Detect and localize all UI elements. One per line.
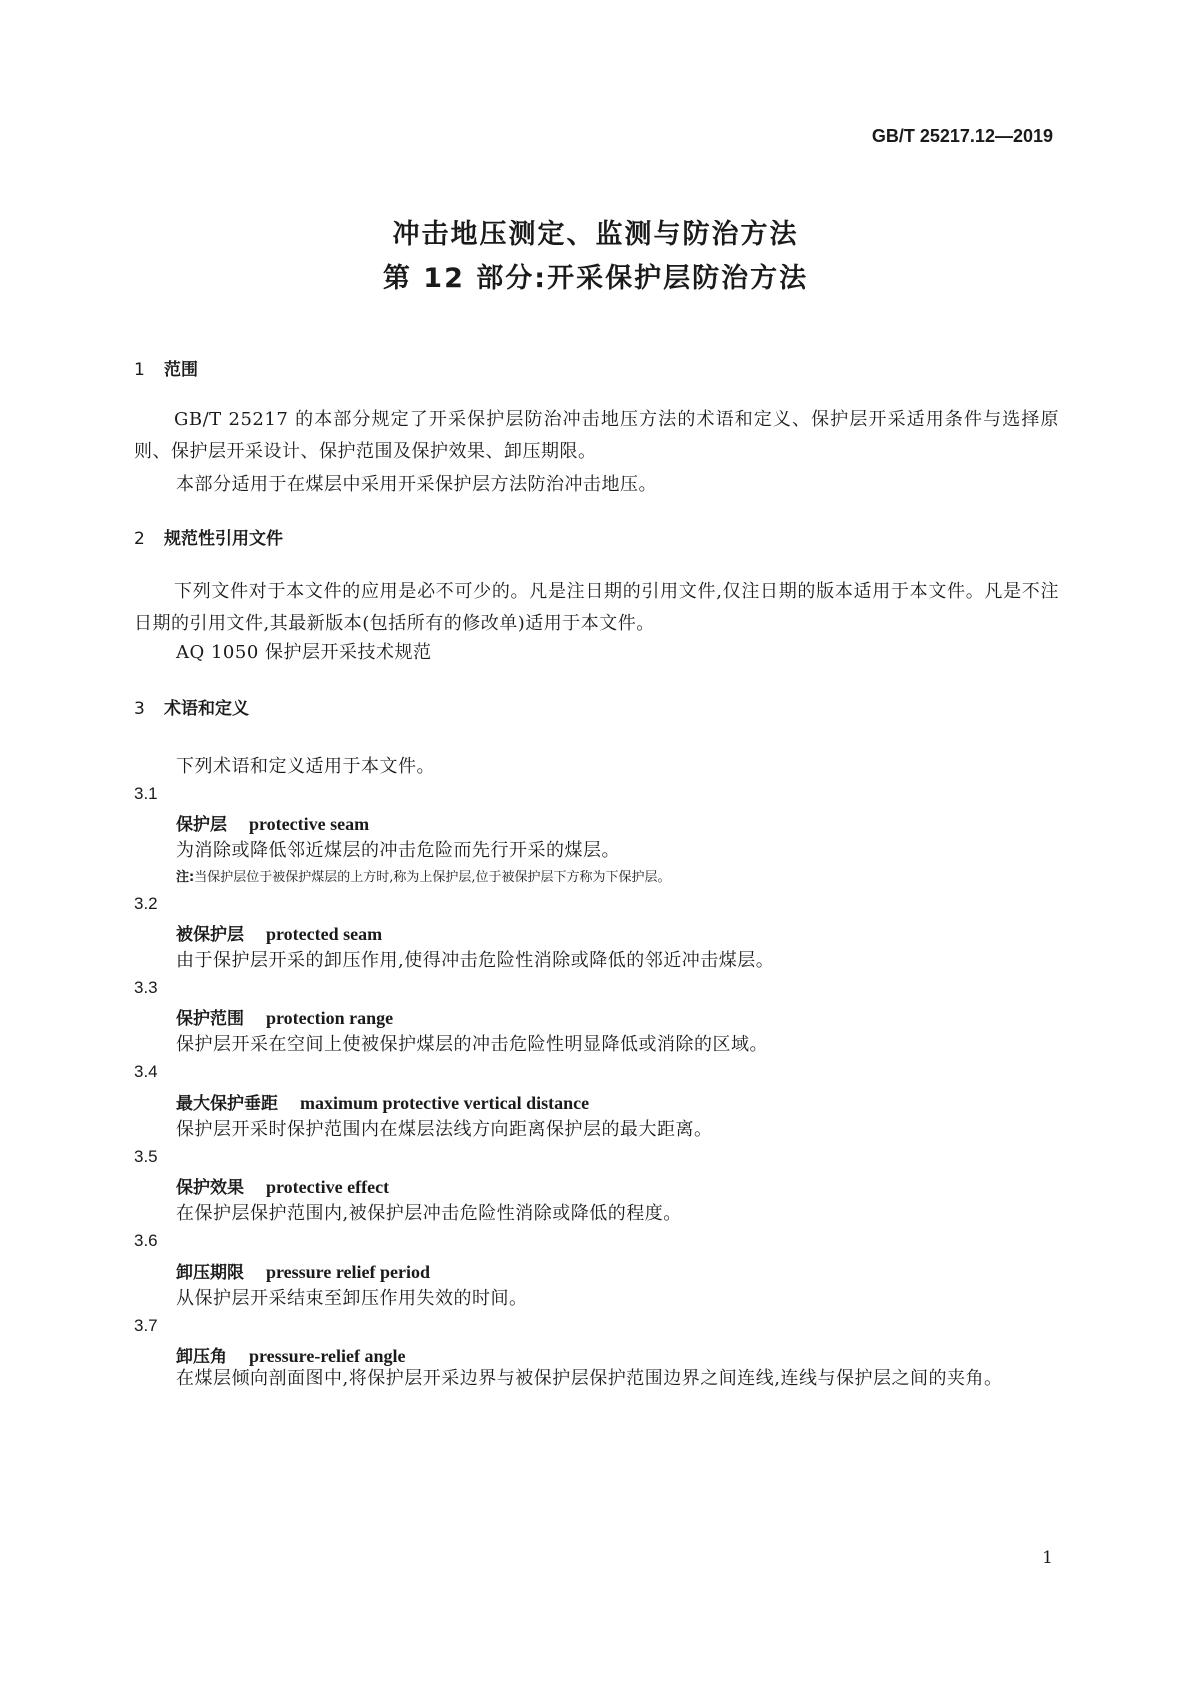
section-title: 术语和定义 <box>164 699 249 719</box>
term-en: protected seam <box>266 924 383 944</box>
term-en: protective seam <box>249 814 370 834</box>
term-en: protective effect <box>266 1177 390 1197</box>
term-definition: 保护层开采时保护范围内在煤层法线方向距离保护层的最大距离。 <box>176 1119 713 1140</box>
page-number: 1 <box>1042 1548 1053 1568</box>
term-en: pressure-relief angle <box>249 1346 406 1366</box>
note-text: 当保护层位于被保护煤层的上方时,称为上保护层,位于被保护层下方称为下保护层。 <box>194 870 671 885</box>
term-number: 3.5 <box>134 1147 158 1166</box>
term-zh: 卸压角 <box>176 1347 227 1367</box>
term-number: 3.7 <box>134 1316 158 1335</box>
term-zh: 保护层 <box>176 815 227 835</box>
section-number: 2 <box>134 529 145 549</box>
term-zh: 保护范围 <box>176 1009 244 1029</box>
term-number: 3.3 <box>134 978 158 997</box>
section-title: 规范性引用文件 <box>164 529 283 549</box>
term-heading <box>176 1258 430 1283</box>
term-zh: 被保护层 <box>176 925 244 945</box>
term-definition: 从保护层开采结束至卸压作用失效的时间。 <box>176 1288 528 1309</box>
section-1-heading <box>134 355 198 380</box>
term-number: 3.4 <box>134 1062 158 1081</box>
term-zh: 保护效果 <box>176 1178 244 1198</box>
term-note <box>176 866 670 885</box>
note-label: 注: <box>176 870 195 885</box>
term-heading <box>176 1089 589 1114</box>
term-zh: 最大保护垂距 <box>176 1094 278 1114</box>
term-definition: 在保护层保护范围内,被保护层冲击危险性消除或降低的程度。 <box>176 1203 682 1224</box>
section-3-heading <box>134 694 249 719</box>
section-number: 1 <box>134 360 145 380</box>
term-number: 3.6 <box>134 1231 158 1250</box>
term-definition: 保护层开采在空间上使被保护煤层的冲击危险性明显降低或消除的区域。 <box>176 1034 768 1055</box>
term-heading <box>176 1173 389 1198</box>
term-en: pressure relief period <box>266 1262 430 1282</box>
term-definition: 由于保护层开采的卸压作用,使得冲击危险性消除或降低的邻近冲击煤层。 <box>176 950 775 971</box>
term-definition: 为消除或降低邻近煤层的冲击危险而先行开采的煤层。 <box>176 840 620 861</box>
term-heading <box>176 920 382 945</box>
section-2-heading <box>134 524 283 549</box>
normative-reference: AQ 1050 保护层开采技术规范 <box>176 642 432 663</box>
section-1-paragraph-1: GB/T 25217 的本部分规定了开采保护层防治冲击地压方法的术语和定义、保护层开采适用条件与选择原则、保护层开采设计、保护范围及保护效果、卸压期限。 <box>134 409 1059 462</box>
section-number: 3 <box>134 699 145 719</box>
section-3-intro: 下列术语和定义适用于本文件。 <box>176 756 435 777</box>
term-en: maximum protective vertical distance <box>300 1093 590 1113</box>
doc-title-line2: 第 12 部分:开采保护层防治方法 <box>382 263 809 294</box>
section-2-paragraph-1: 下列文件对于本文件的应用是必不可少的。凡是注日期的引用文件,仅注日期的版本适用于本文件。凡是不注日期的引用文件,其最新版本(包括所有的修改单)适用于本文件。 <box>134 581 1059 634</box>
term-en: protection range <box>266 1008 394 1028</box>
section-1-paragraph-2: 本部分适用于在煤层中采用开采保护层方法防治冲击地压。 <box>176 474 657 495</box>
term-definition: 在煤层倾向剖面图中,将保护层开采边界与被保护层保护范围边界之间连线,连线与保护层之间的夹角。 <box>176 1368 1003 1389</box>
term-zh: 卸压期限 <box>176 1263 244 1283</box>
term-heading <box>176 810 369 835</box>
standard-code: GB/T 25217.12—2019 <box>871 126 1053 146</box>
term-heading <box>176 1004 393 1029</box>
doc-title-line1: 冲击地压测定、监测与防治方法 <box>392 219 799 250</box>
section-title: 范围 <box>164 360 198 380</box>
term-number: 3.2 <box>134 894 158 913</box>
term-number: 3.1 <box>134 784 158 803</box>
